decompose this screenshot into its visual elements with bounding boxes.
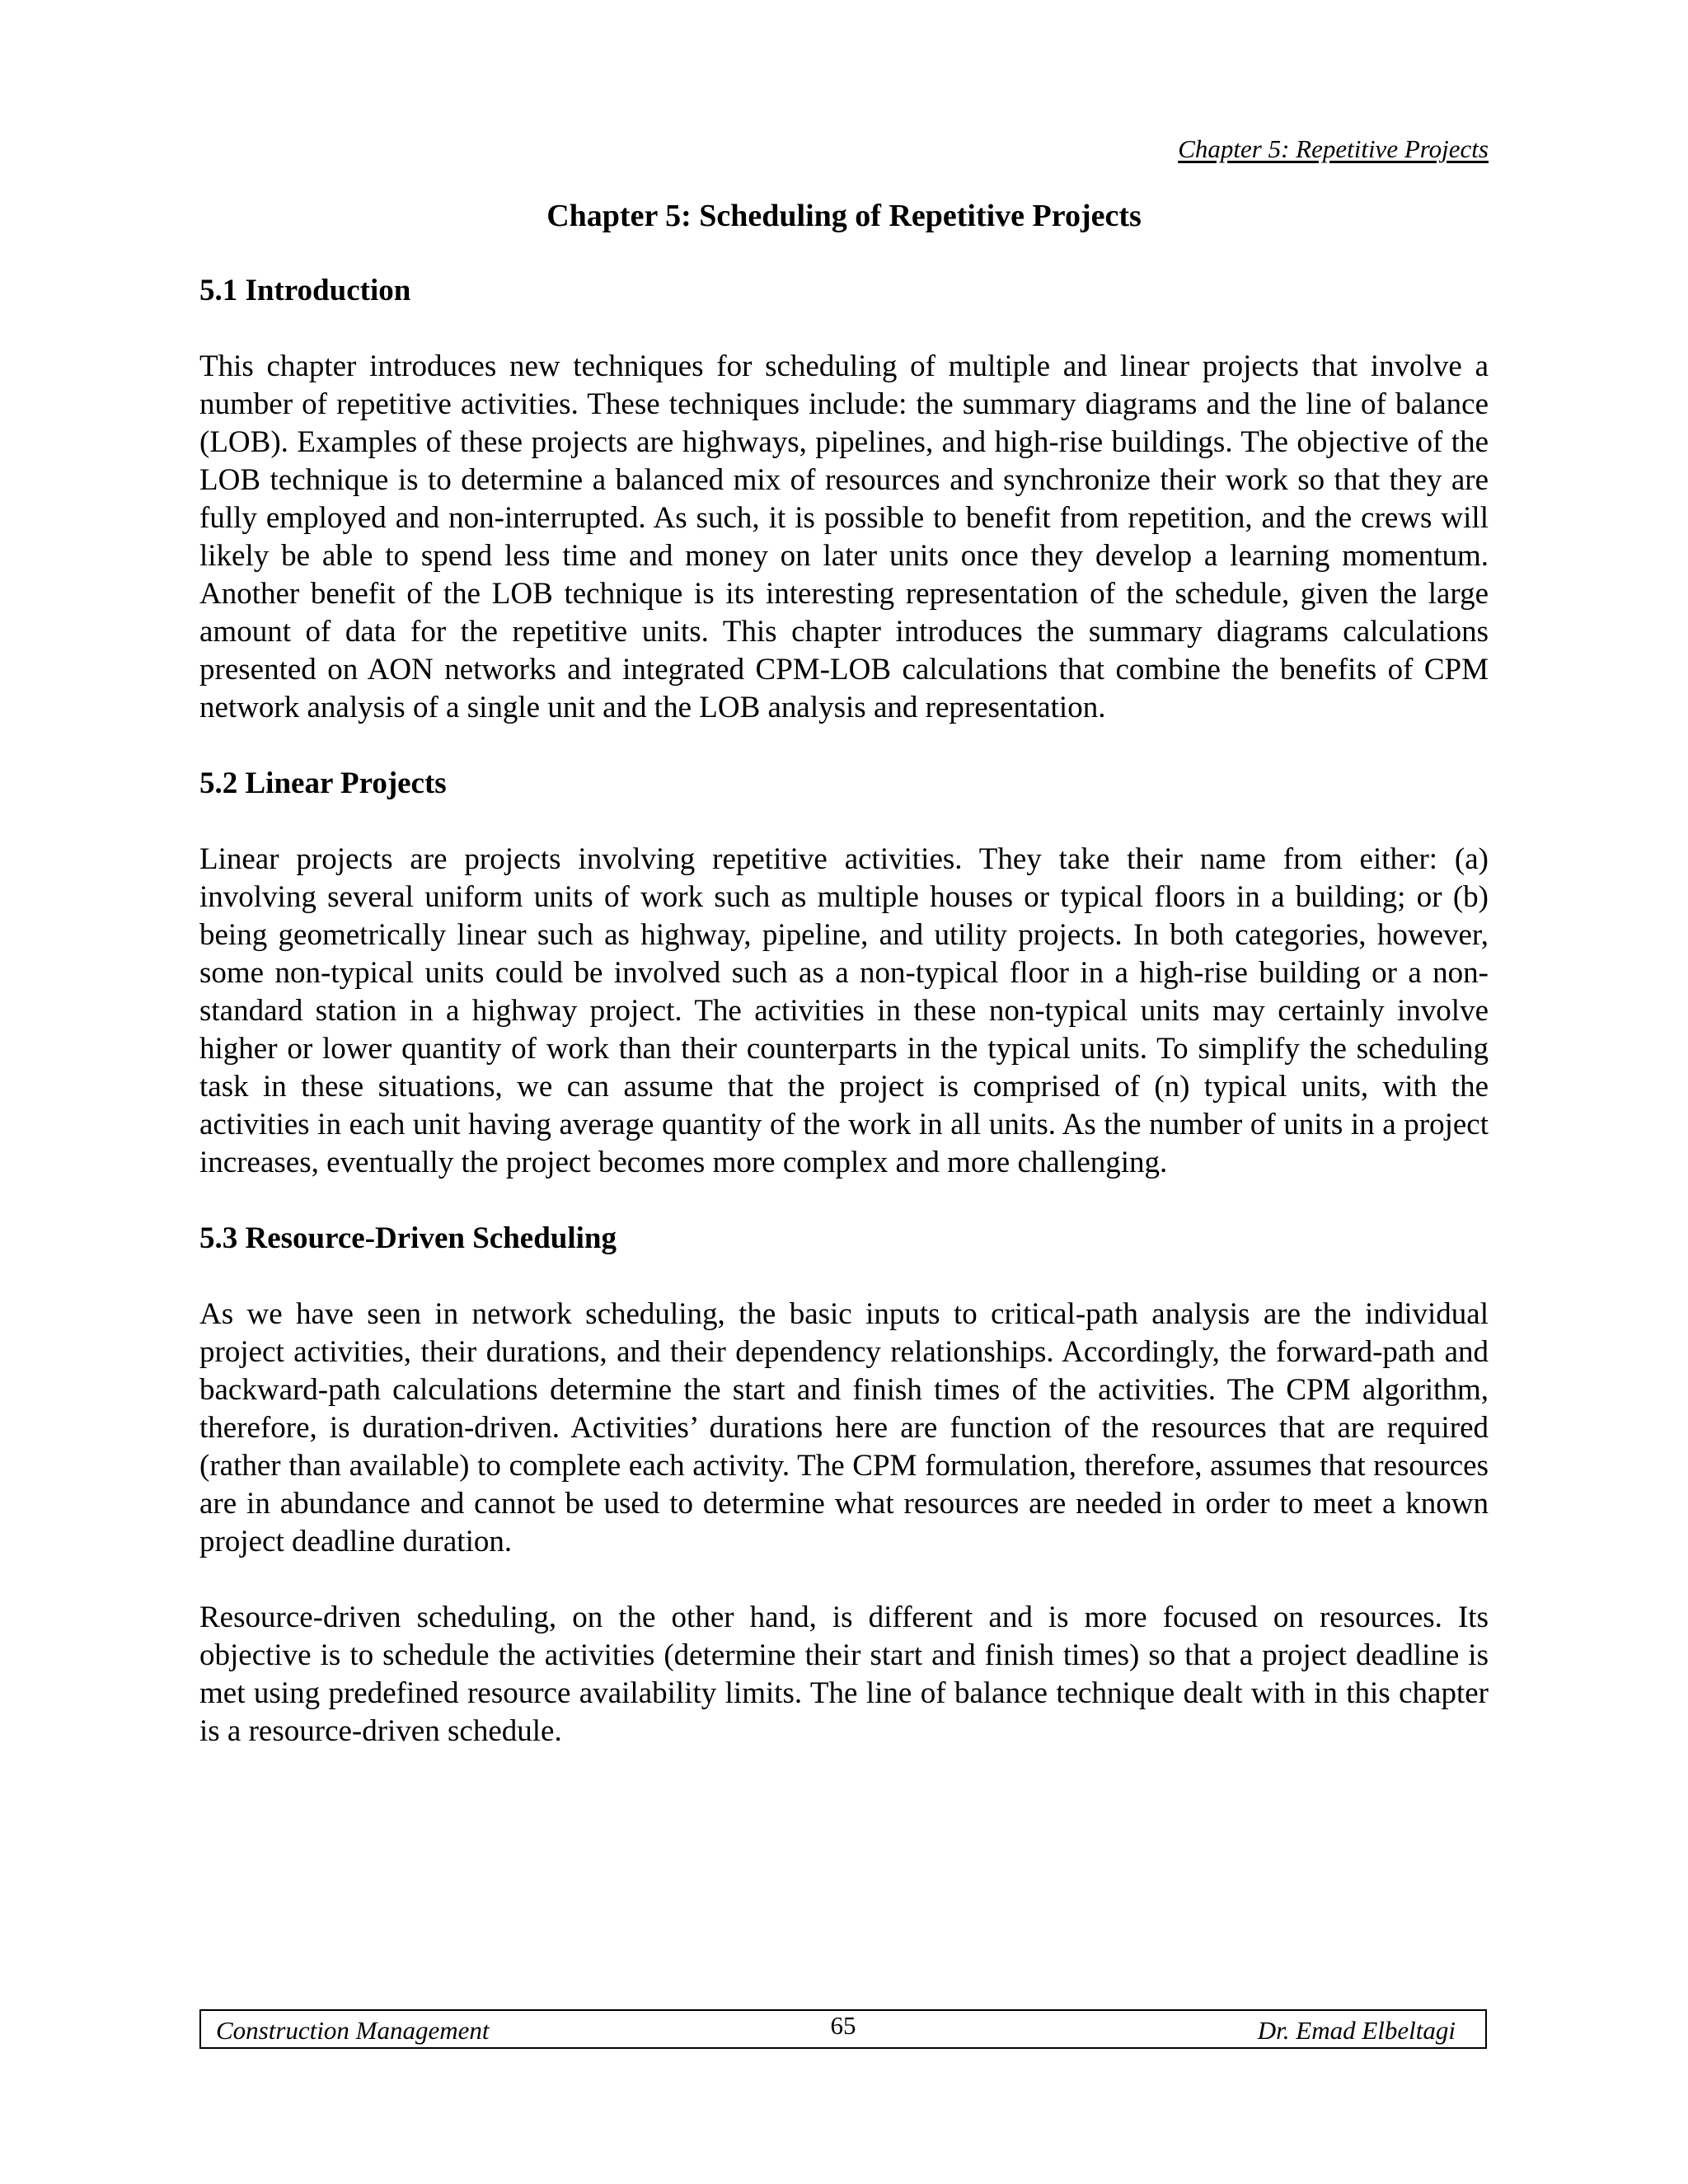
section-heading-resource-driven: 5.3 Resource-Driven Scheduling bbox=[199, 1221, 617, 1255]
paragraph-linear-projects: Linear projects are projects involving repetitive activities. They take their name from either: (a) involving several uniform units of work such as multiple houses or typical floors in a building; or (b) being geometrically linear such as highway, pipeline, and utility projects. In both categories, however, some non-typical units could be involved such as a non-typical floor in a high-rise building or a non-standard station in a highway project. The activities in these non-typical units may certainly involve higher or lower quantity of work than their counterparts in the typical units. To simplify the scheduling task in these situations, we can assume that the project is comprised of (n) typical units, with the activities in each unit having average quantity of the work in all units. As the number of units in a project increases, eventually the project becomes more complex and more challenging. bbox=[199, 842, 1489, 1179]
page-footer bbox=[199, 2009, 1487, 2049]
main-content bbox=[199, 272, 1489, 1788]
running-header: Chapter 5: Repetitive Projects bbox=[1178, 134, 1489, 163]
footer-author: Dr. Emad Elbeltagi bbox=[1257, 2016, 1456, 2045]
paragraph-resource-driven-2: Resource-driven scheduling, on the other hand, is different and is more focused on resources. Its objective is to schedule the activities (determine their start and finish times) so that a project deadline is met using predefined resource availability limits. The line of balance technique dealt with in this chapter is a resource-driven schedule. bbox=[199, 1601, 1489, 1748]
paragraph-introduction: This chapter introduces new techniques for scheduling of multiple and linear projects that involve a number of repetitive activities. These techniques include: the summary diagrams and the line of balance (LOB). Examples of these projects are highways, pipelines, and high-rise buildings. The objective of the LOB technique is to determine a balanced mix of resources and synchronize their work so that they are fully employed and non-interrupted. As such, it is possible to benefit from repetition, and the crews will likely be able to spend less time and money on later units once they develop a learning momentum. Another benefit of the LOB technique is its interesting representation of the schedule, given the large amount of data for the repetitive units. This chapter introduces the summary diagrams calculations presented on AON networks and integrated CPM-LOB calculations that combine the benefits of CPM network analysis of a single unit and the LOB analysis and representation. bbox=[199, 349, 1489, 724]
page-number: 65 bbox=[830, 2011, 856, 2040]
section-heading-introduction: 5.1 Introduction bbox=[199, 274, 411, 307]
section-heading-linear-projects: 5.2 Linear Projects bbox=[199, 766, 447, 800]
footer-course-title: Construction Management bbox=[216, 2016, 490, 2045]
chapter-title: Chapter 5: Scheduling of Repetitive Projects bbox=[546, 199, 1142, 233]
paragraph-resource-driven-1: As we have seen in network scheduling, the basic inputs to critical-path analysis are the individual project activities, their durations, and their dependency relationships. Accordingly, the forward-path and backward-path calculations determine the start and finish times of the activities. The CPM algorithm, therefore, is duration-driven. Activities’ durations here are function of the resources that are required (rather than available) to complete each activity. The CPM formulation, therefore, assumes that resources are in abundance and cannot be used to determine what resources are needed in order to meet a known project deadline duration. bbox=[199, 1297, 1489, 1558]
